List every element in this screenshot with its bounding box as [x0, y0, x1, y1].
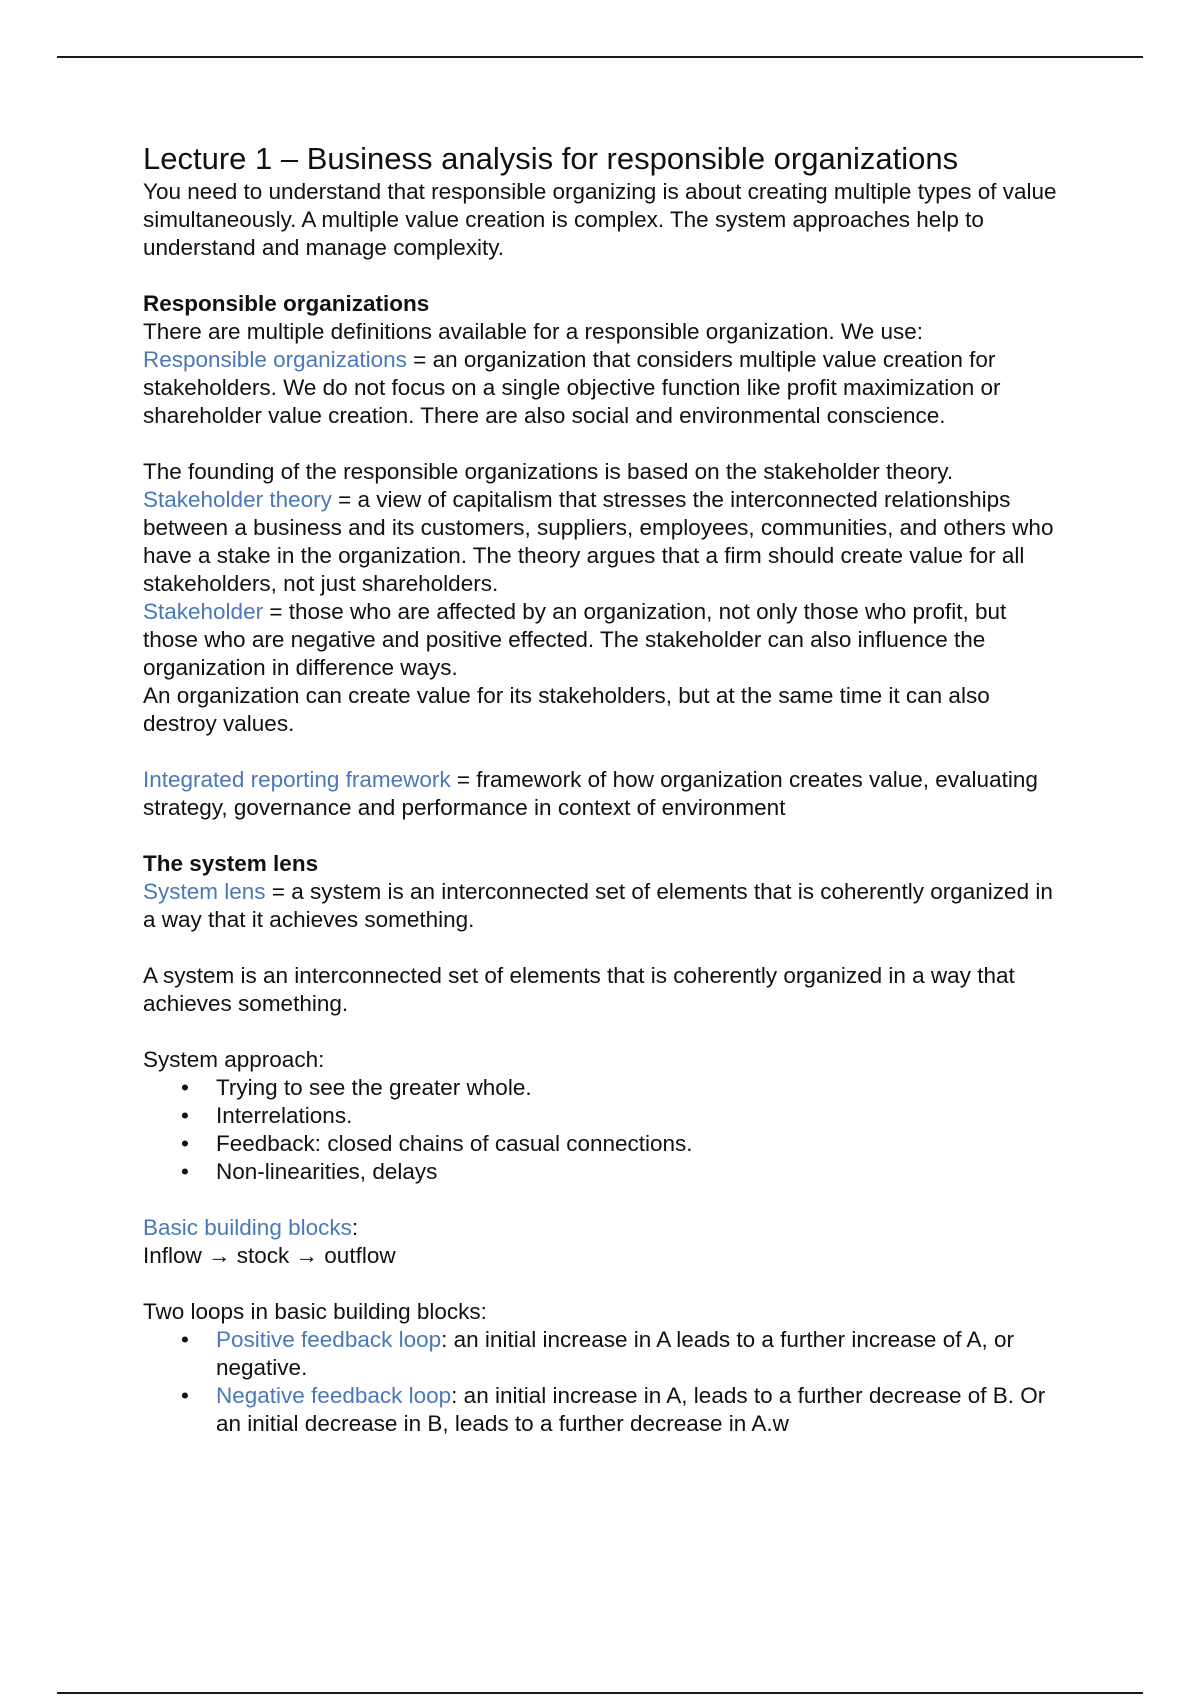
bullet-icon: • — [181, 1075, 189, 1100]
list-item: • Feedback: closed chains of casual connections. — [181, 1131, 693, 1156]
term-basic-building-blocks: Basic building blocks — [143, 1215, 352, 1240]
definition-stakeholder: Stakeholder = those who are affected by an organization, not only those who profit, but those who are negative and positive effected. The stakeholder can also influence the organization in difference ways. — [143, 599, 1007, 680]
page-title: Lecture 1 – Business analysis for responsible organizations — [143, 141, 959, 176]
bullet-icon: • — [181, 1103, 189, 1128]
term-stakeholder: Stakeholder — [143, 599, 264, 624]
definition-integrated-reporting: Integrated reporting framework = framework of how organization creates value, evaluating strategy, governance and performance in context of environment — [143, 767, 1038, 820]
loops-label: Two loops in basic building blocks: — [143, 1299, 487, 1324]
value-paragraph: An organization can create value for its stakeholders, but at the same time it can also destroy values. — [143, 683, 990, 736]
term-positive-feedback-loop: Positive feedback loop — [216, 1327, 442, 1352]
term-system-lens: System lens — [143, 879, 266, 904]
definition-responsible-organizations: Responsible organizations = an organization that considers multiple value creation for stakeholders. We do not focus on a single objective function like profit maximization or shareholder value creation. There are also social and environmental conscience. — [143, 347, 1001, 428]
list-item: • Non-linearities, delays — [181, 1159, 438, 1184]
stakeholder-intro: The founding of the responsible organizations is based on the stakeholder theory. — [143, 459, 954, 484]
term-integrated-reporting-framework: Integrated reporting framework — [143, 767, 451, 792]
definition-stakeholder-theory: Stakeholder theory = a view of capitalism that stresses the interconnected relationships between a business and its customers, suppliers, employees, communities, and others who have a stake in the organization. The theory argues that a firm should create value for all stakeholders, not just shareholders. — [143, 487, 1054, 596]
definition-system-lens: System lens = a system is an interconnected set of elements that is coherently organized in a way that it achieves something. — [143, 879, 1053, 932]
list-item: • Interrelations. — [181, 1103, 353, 1128]
intro-paragraph: You need to understand that responsible organizing is about creating multiple types of value simultaneously. A multiple value creation is complex. The system approaches help to understand and manage complexity. — [143, 179, 1057, 260]
loops-list — [143, 1326, 1063, 1438]
section-heading-system-lens: The system lens — [143, 851, 319, 876]
system-paragraph: A system is an interconnected set of elements that is coherently organized in a way that achieves something. — [143, 963, 1015, 1016]
header-rule — [57, 56, 1143, 58]
definitions-intro: There are multiple definitions available for a responsible organization. We use: — [143, 319, 924, 344]
system-approach-label: System approach: — [143, 1047, 325, 1072]
section-heading-responsible-organizations: Responsible organizations — [143, 291, 430, 316]
flow-line: Inflow → stock → outflow — [143, 1243, 396, 1268]
term-negative-feedback-loop: Negative feedback loop — [216, 1383, 452, 1408]
bullet-icon: • — [181, 1327, 189, 1352]
list-item: • Trying to see the greater whole. — [181, 1075, 532, 1100]
bullet-icon: • — [181, 1383, 189, 1408]
footer-rule — [57, 1692, 1143, 1694]
list-item: • Negative feedback loop: an initial increase in A, leads to a further decrease of B. Or an initial decrease in B, leads to a further decrease in A.w — [181, 1383, 1046, 1436]
list-item: • Positive feedback loop: an initial increase in A leads to a further increase of A, or negative. — [181, 1327, 1014, 1380]
bullet-icon: • — [181, 1159, 189, 1184]
building-blocks-label: Basic building blocks: — [143, 1215, 359, 1240]
system-approach-list — [143, 1074, 1063, 1186]
bullet-icon: • — [181, 1131, 189, 1156]
term-responsible-organizations: Responsible organizations — [143, 347, 407, 372]
term-stakeholder-theory: Stakeholder theory — [143, 487, 332, 512]
document-body — [143, 140, 1063, 1438]
